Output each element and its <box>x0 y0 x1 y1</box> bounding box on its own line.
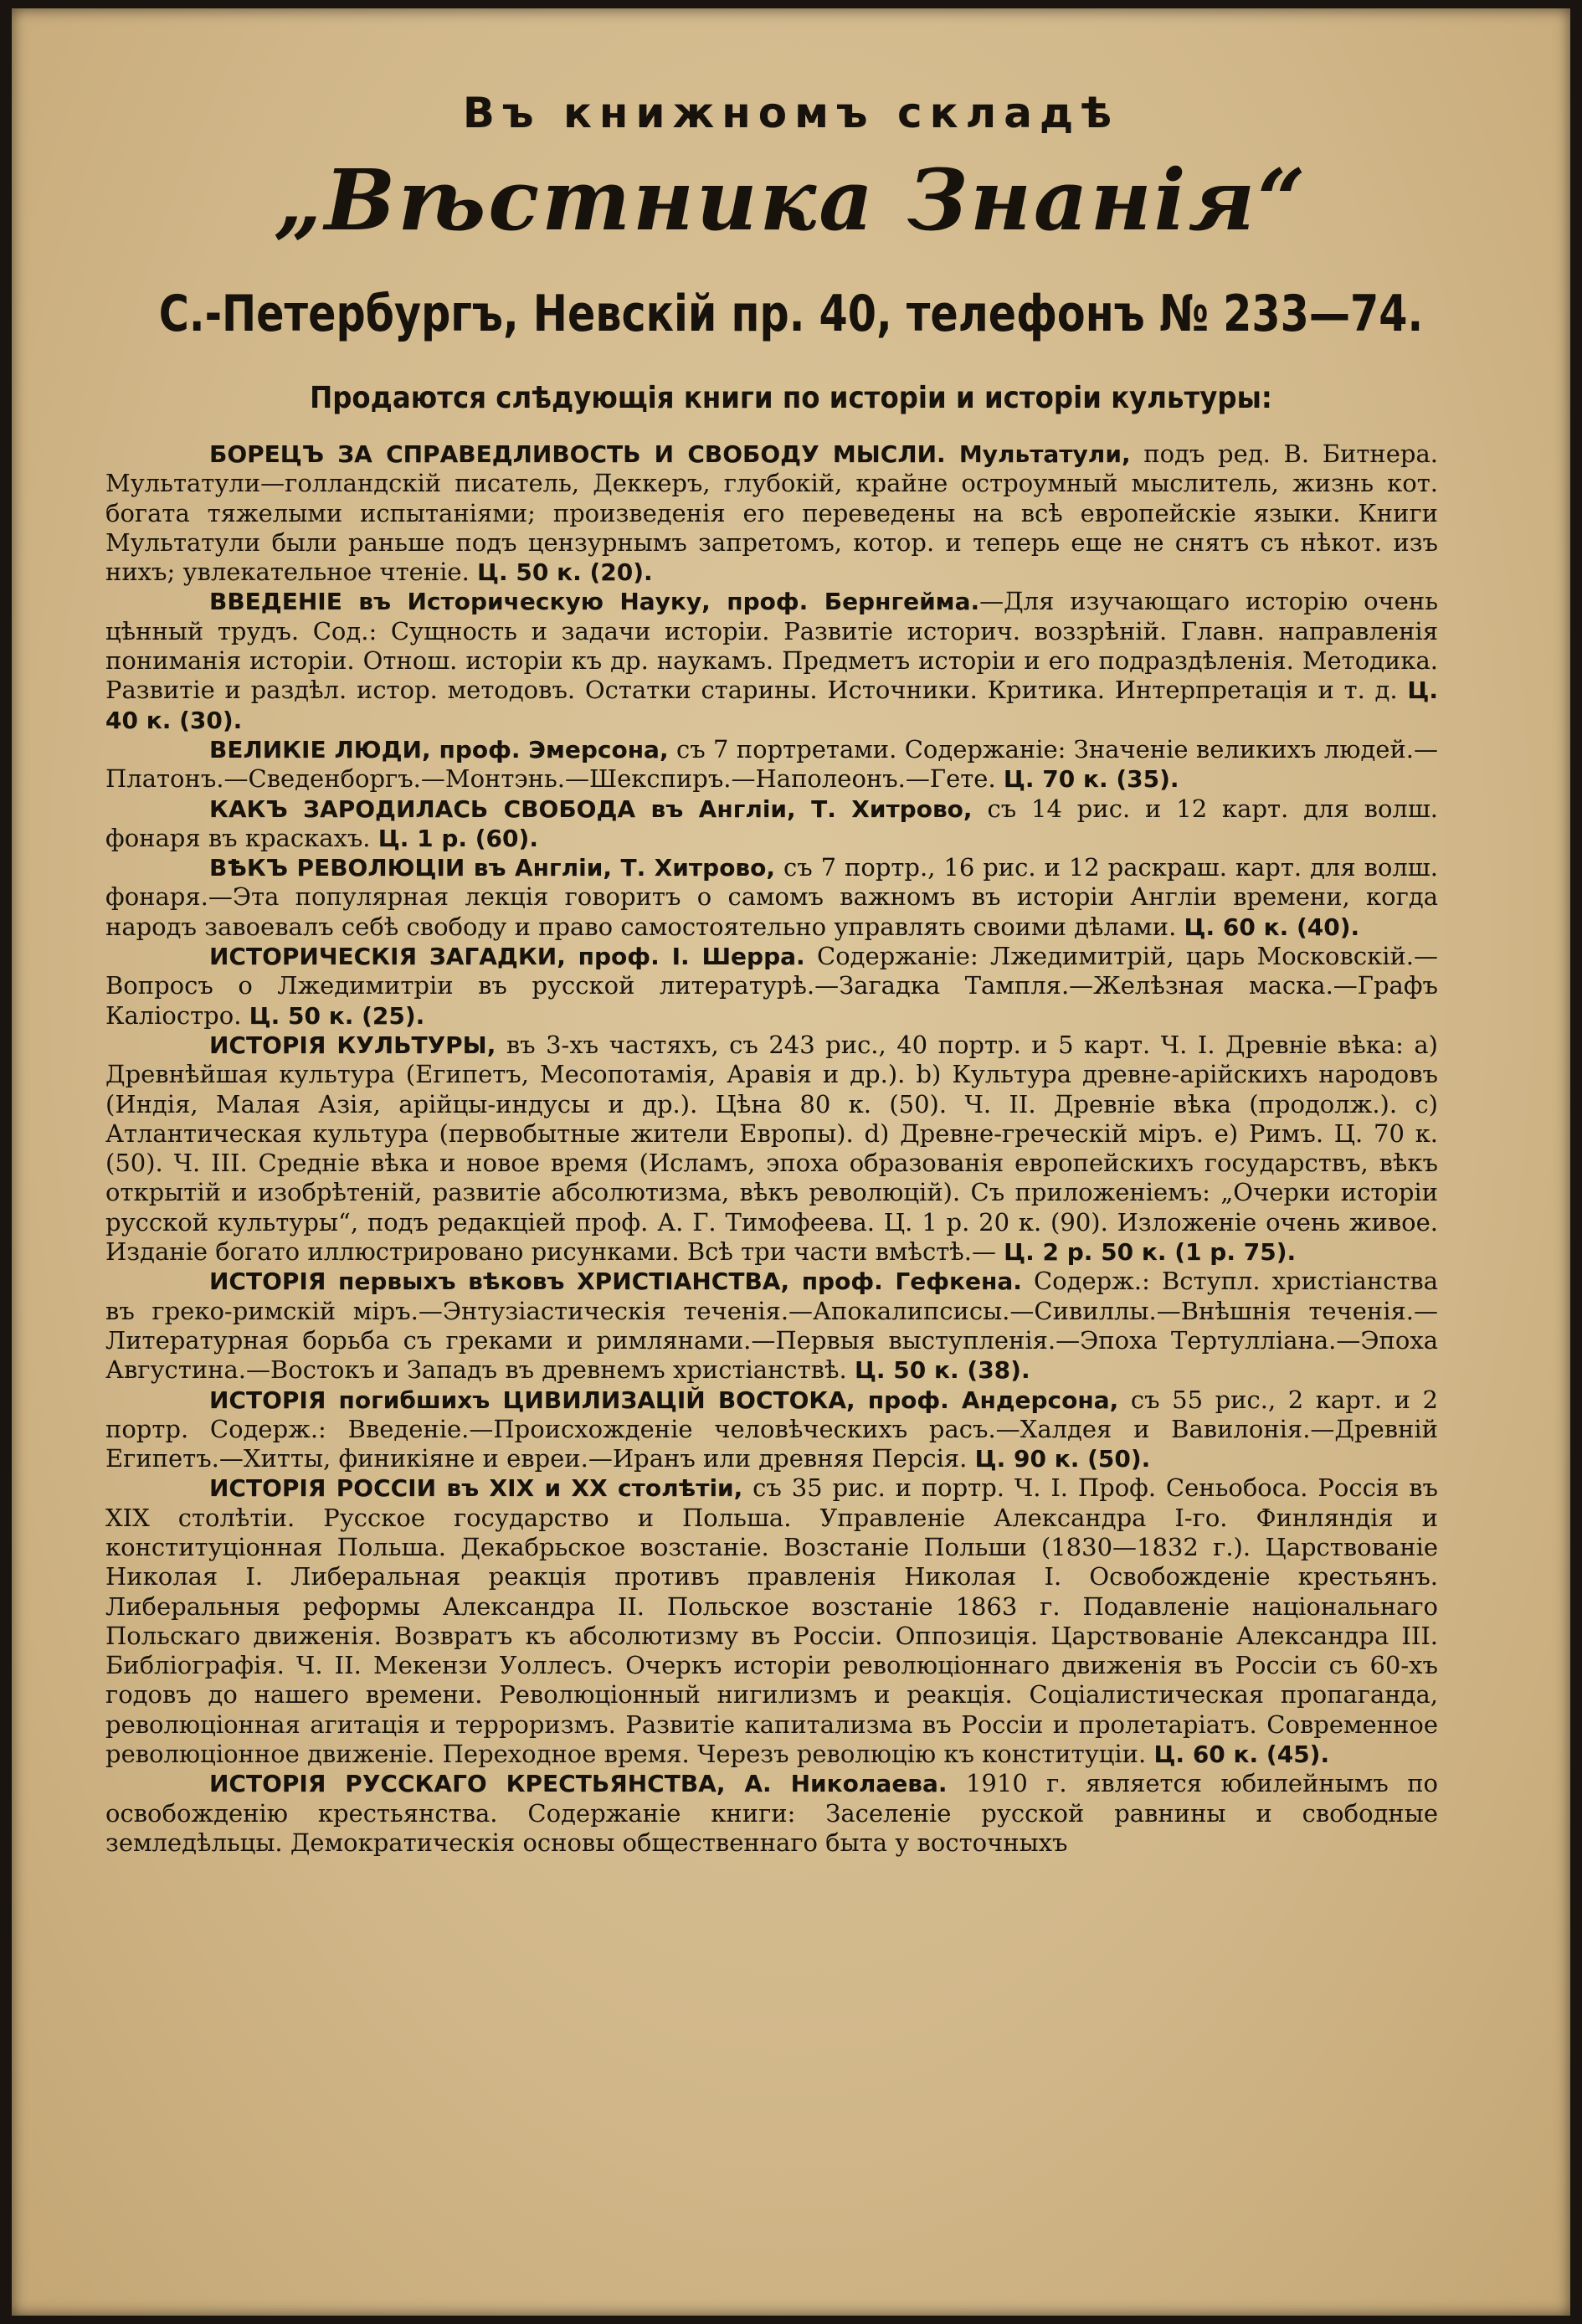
book-entry <box>105 853 1438 942</box>
store-heading: Въ книжномъ складѣ <box>462 89 1120 137</box>
book-title: ВЕЛИКІЕ ЛЮДИ, проф. Эмерсона, <box>209 735 669 764</box>
book-description: съ 55 рис., 2 карт. и 2 портр. Содерж.: Введеніе.—Происхожденіе человѣческихъ расъ.—Халдея и Вавилонія.—Древній Египетъ.—Хитты, финикіяне и евреи.—Иранъ или древняя Персія. <box>105 1385 1438 1473</box>
book-list <box>105 440 1438 1858</box>
book-title: ВѢКЪ РЕВОЛЮЦІИ въ Англіи, Т. Хитрово, <box>209 854 776 882</box>
book-description: —Для изучающаго исторію очень цѣнный трудъ. Сод.: Сущность и задачи исторіи. Развитіе историч. воззрѣній. Главн. направленія пониманія исторіи. Отнош. исторіи къ др. наукамъ. Предметъ исторіи и его подраздѣленія. Методика. Развитіе и раздѣл. истор. методовъ. Остатки старины. Источники. Критика. Интерпретація и т. д. <box>105 587 1438 705</box>
book-entry <box>105 1386 1438 1474</box>
book-price: Ц. 50 к. (38). <box>854 1356 1030 1385</box>
book-title: ИСТОРІЯ РОССІИ въ XIX и XX столѣтіи, <box>209 1474 743 1503</box>
book-description: Содержаніе: Лжедимитрій, царь Московскій.—Вопросъ о Лжедимитріи въ русской литературѣ.—Загадка Тампля.—Желѣзная маска.—Графъ Каліостро. <box>105 942 1439 1030</box>
magazine-title: „Вѣстника Знанія“ <box>274 151 1308 249</box>
book-entry <box>105 735 1438 794</box>
book-title: ИСТОРІЯ РУССКАГО КРЕСТЬЯНСТВА, А. Николаева. <box>209 1770 948 1798</box>
book-description: съ 7 портр., 16 рис. и 12 раскраш. карт. для волш. фонаря.—Эта популярная лекція говоритъ о самомъ важномъ въ исторіи Англіи времени, когда народъ завоевалъ себѣ свободу и право самостоятельно управлять своими дѣлами. <box>105 853 1438 941</box>
book-entry <box>105 794 1438 854</box>
book-price: Ц. 60 к. (40). <box>1184 913 1360 941</box>
book-price: Ц. 50 к. (25). <box>249 1001 425 1030</box>
book-entry <box>105 587 1438 734</box>
intro-line: Продаются слѣдующія книги по исторіи и исторіи культуры: <box>310 381 1272 415</box>
book-entry <box>105 1031 1438 1267</box>
book-entry <box>105 1769 1438 1858</box>
book-description: въ 3-хъ частяхъ, съ 243 рис., 40 портр. и 5 карт. Ч. I. Древніе вѣка: а) Древнѣйшая культура (Египетъ, Месопотамія, Аравія и др.). b) Культура древне-арійскихъ народовъ (Индія, Малая Азія, арійцы-индусы и др.). Цѣна 80 к. (50). Ч. II. Древніе вѣка (продолж.). с) Атлантическая культура (первобытные жители Европы). d) Древне-греческій міръ. е) Римъ. Ц. 70 к. (50). Ч. III. Средніе вѣка и новое время (Исламъ, эпоха образованія европейскихъ государствъ, вѣкъ открытій и изобрѣтеній, развитіе абсолютизма, вѣкъ революцій). Съ приложеніемъ: „Очерки исторіи русской культуры“, подъ редакціей проф. А. Г. Тимофеева. Ц. 1 р. 20 к. (90). Изложеніе очень живое. Изданіе богато иллюстрировано рисунками. Всѣ три части вмѣстѣ.— <box>105 1030 1438 1267</box>
book-price: Ц. 1 р. (60). <box>378 824 538 852</box>
book-entry <box>105 1473 1438 1769</box>
book-price: Ц. 2 р. 50 к. (1 р. 75). <box>1004 1238 1297 1267</box>
book-price: Ц. 40 к. (30). <box>105 676 1439 734</box>
book-title: ИСТОРІЯ КУЛЬТУРЫ, <box>209 1031 496 1059</box>
book-description: подъ ред. В. Битнера. Мультатули—голландскій писатель, Деккеръ, глубокій, крайне остроумный мыслитель, жизнь кот. богата тяжелыми испытаніями; произведенія его переведены на всѣ европейскіе языки. Книги Мультатули были раньше подъ цензурнымъ запретомъ, котор. и теперь еще не снятъ съ нѣкот. изъ нихъ; увлекательное чтеніе. <box>105 440 1438 587</box>
book-title: ВВЕДЕНІЕ въ Историческую Науку, проф. Бернгейма. <box>209 588 980 616</box>
book-price: Ц. 70 к. (35). <box>1003 765 1179 794</box>
book-price: Ц. 60 к. (45). <box>1153 1740 1330 1769</box>
book-description: 1910 г. является юбилейнымъ по освобожденію крестьянства. Содержаніе книги: Заселеніе русской равнины и свободные земледѣльцы. Демократическія основы общественнаго быта у восточныхъ <box>105 1769 1439 1857</box>
book-description: Содерж.: Вступл. христіанства въ греко-римскій міръ.—Энтузіастическія теченія.—Апокалипсисы.—Сивиллы.—Внѣшнія теченія.—Литературная борьба съ греками и римлянами.—Первыя выступленія.—Эпоха Тертулліана.—Эпоха Августина.—Востокъ и Западъ въ древнемъ христіанствѣ. <box>105 1267 1438 1385</box>
book-title: БОРЕЦЪ ЗА СПРАВЕДЛИВОСТЬ И СВОБОДУ МЫСЛИ. Мультатули, <box>209 440 1131 468</box>
book-price: Ц. 90 к. (50). <box>974 1445 1151 1473</box>
page-sheet <box>12 8 1570 2316</box>
book-entry <box>105 440 1438 587</box>
book-title: ИСТОРІЯ первыхъ вѣковъ ХРИСТІАНСТВА, проф. Гефкена. <box>209 1267 1022 1296</box>
book-description: съ 35 рис. и портр. Ч. I. Проф. Сеньобоса. Россія въ XIX столѣтіи. Русское государство и Польша. Управленіе Александра I-го. Финляндія и конституціонная Польша. Декабрьское возстаніе. Возстаніе Польши (1830—1832 г.). Царствованіе Николая I. Либеральная реакція противъ правленія Николая I. Освобожденіе крестьянъ. Либеральныя реформы Александра II. Польское возстаніе 1863 г. Подавленіе національнаго Польскаго движенія. Возвратъ къ абсолютизму въ Россіи. Оппозиція. Царствованіе Александра III. Библіографія. Ч. II. Мекензи Уоллесъ. Очеркъ исторіи революціоннаго движенія въ Россіи съ 60-хъ годовъ до нашего времени. Революціонный нигилизмъ и реакція. Соціалистическая пропаганда, революціонная агитація и терроризмъ. Развитіе капитализма въ Россіи и пролетаріатъ. Современное революціонное движеніе. Переходное время. Черезъ революцію къ конституціи. <box>105 1473 1439 1769</box>
store-address: С.-Петербургъ, Невскій пр. 40, телефонъ № 233—74. <box>158 285 1424 343</box>
book-price: Ц. 50 к. (20). <box>477 558 653 587</box>
book-title: ИСТОРІЯ погибшихъ ЦИВИЛИЗАЦІЙ ВОСТОКА, проф. Андерсона, <box>209 1386 1119 1414</box>
book-entry <box>105 1267 1438 1385</box>
book-description: съ 14 рис. и 12 карт. для волш. фонаря въ краскахъ. <box>105 794 1439 852</box>
book-description: съ 7 портретами. Содержаніе: Значеніе великихъ людей.—Платонъ.—Сведенборгъ.—Монтэнь.—Шекспиръ.—Наполеонъ.—Гете. <box>105 734 1439 794</box>
book-entry <box>105 942 1438 1031</box>
book-title: ИСТОРИЧЕСКІЯ ЗАГАДКИ, проф. І. Шерра. <box>209 943 805 971</box>
book-title: КАКЪ ЗАРОДИЛАСЬ СВОБОДА въ Англіи, Т. Хитрово, <box>209 794 973 823</box>
